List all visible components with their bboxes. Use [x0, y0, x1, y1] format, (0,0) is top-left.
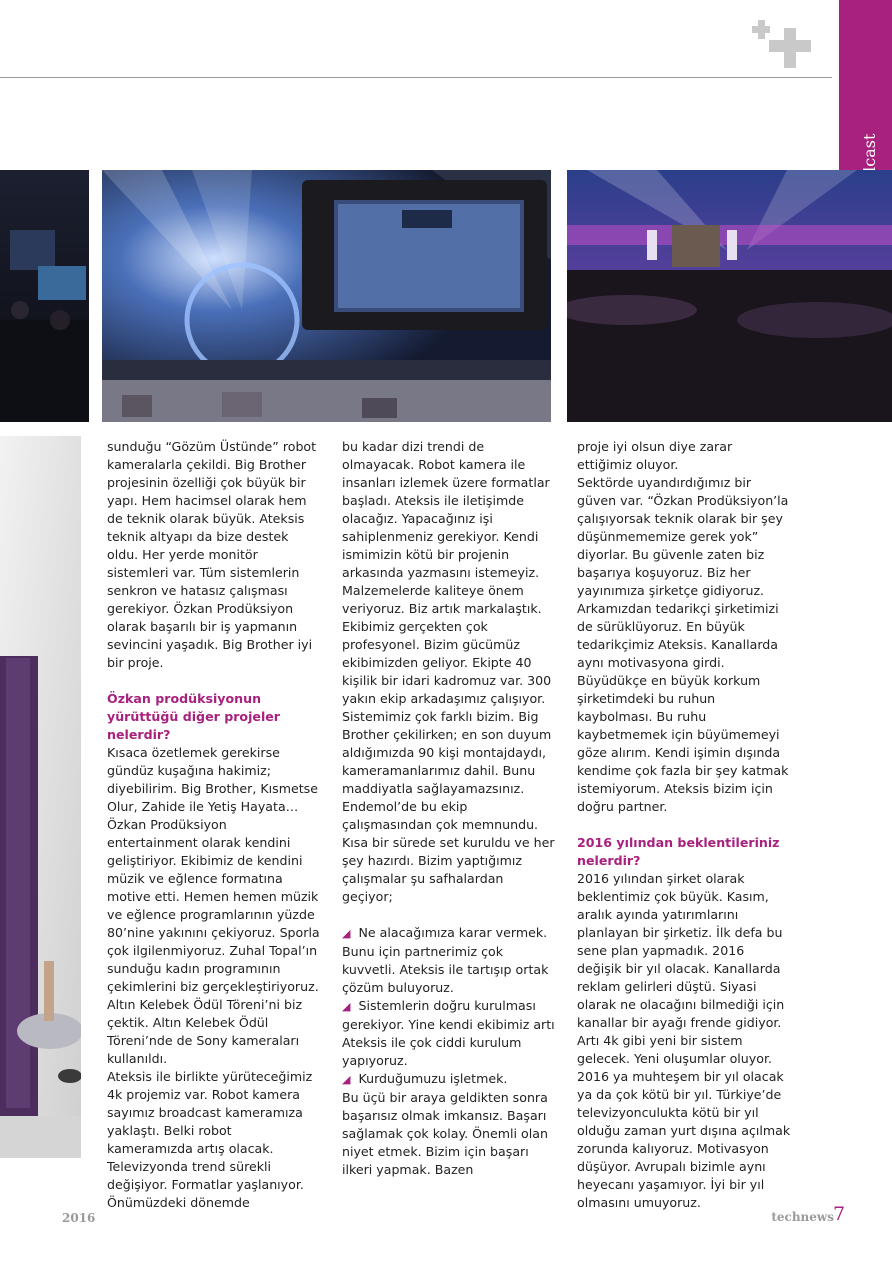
- paragraph: Kısaca özetlemek gerekirse gündüz kuşağına hakimiz; diyebilirim. Big Brother, Kısmetse Olur, Zahide ile Yetiş Hayata… Özkan Prodüksiyon entertainment olarak kendini geliştiriyor. Ekibimiz de kendini müzik ve eğlence formatına motive etti. Hemen hemen müzik ve eğlence programlarının yüzde 80’nine yakınını çekiyoruz. Sporla çok ilgilenmiyoruz. Zuhal Topal’ın sunduğu kadın programının çekimlerini biz gerçekleştiriyoruz.: [107, 745, 320, 994]
- paragraph: Ateksis ile birlikte yürüteceğimiz 4k projemiz var. Robot kamera sayımız broadcast kameramıza yaklaştı. Belki robot kameramızda artış olacak. Televizyonda trend sürekli değişiyor. Formatlar yaşlanıyor. Önümüzdeki dönemde: [107, 1069, 313, 1210]
- paragraph: bu kadar dizi trendi de olmayacak. Robot kamera ile insanları izlemek üzere formatlar başladı. Ateksis ile iletişimde olacağız. Yapacağınız işi sahiplenmeniz gerekiyor. Kendi ismimizin kötü bir projenin arkasında yazmasını istemeyiz. Malzemelerde kaliteye önem veriyoruz. Biz artık markalaştık. Ekibimiz gerçekten çok profesyonel. Bizim gücümüz ekibimizden geliyor. Ekipte 40 kişilik bir idari kadromuz var. 300 yakın ekip arkadaşımız çalışıyor. Sistemimiz çok farklı bizim. Big Brother çekilirken; en son duyum aldığımızda 90 kişi montajdaydı, kameramanlarımız dahil. Bunu maddiyatla sağlayamazsınız. Endemol’de bu ekip çalışmasından çok memnundu. Kısa bir sürede set kuruldu ve her şey hazırdı. Bizim yaptığımız çalışmalar şu safhalardan geçiyor;: [342, 439, 555, 904]
- text-column-3: [577, 438, 791, 1212]
- text-column-2: [342, 438, 556, 1179]
- header-rule: [0, 77, 832, 78]
- question-heading: Özkan prodüksiyonun yürüttüğü diğer projeler nelerdir?: [107, 691, 281, 742]
- bullet-icon: ◢: [342, 1073, 351, 1086]
- studio-photo-center: [102, 170, 551, 422]
- paragraph: Sektörde uyandırdığımız bir güven var. “Özkan Prodüksiyon’la çalışıyorsak teknik olarak bir şey düşünmememize gerek yok” diyorlar. Bu güvenle zaten biz başarıya koşuyoruz. Biz her yayınımıza şirketçe gidiyoruz. Arkamızdan tedarikçi şirketimizi de sürüklüyoruz. En büyük tedarikçimiz Ateksis. Kanallarda aynı motivasyona girdi. Büyüdükçe en büyük korkum şirketimdeki bu ruhun kaybolması. Bu ruhu kaybetmemek için büyümemeyi göze alırım. Kendi işimin dışında kendime çok fazla bir şey katmak istemiyorum. Ateksis bizim için doğru partner.: [577, 475, 789, 814]
- page-number: 7: [833, 1203, 846, 1225]
- list-item: ◢ Ne alacağımıza karar vermek. Bunu için partnerimiz çok kuvvetli. Ateksis ile tartışıp ortak çözüm buluyoruz.: [342, 925, 549, 995]
- studio-photo-left: [0, 170, 89, 422]
- footer-brand: technews: [771, 1210, 834, 1224]
- paragraph: Altın Kelebek Ödül Töreni’ni biz çektik. Altın Kelebek Ödül Töreni’nde de Sony kameraları kullanıldı.: [107, 997, 303, 1066]
- list-item: ◢ Sistemlerin doğru kurulması gerekiyor. Yine kendi ekibimiz artı Ateksis ile çok ciddi kurulum yapıyoruz.: [342, 998, 555, 1068]
- paragraph: Bu üçü bir araya geldikten sonra başarısız olmak imkansız. Başarı sağlamak çok kolay. Önemli olan niyet etmek. Bizim için başarı ilkeri yapmak. Bazen: [342, 1090, 548, 1177]
- question-heading: 2016 yılından beklentileriniz nelerdir?: [577, 835, 780, 868]
- footer-year: 2016: [62, 1211, 96, 1225]
- bullet-icon: ◢: [342, 1000, 351, 1013]
- text-column-1: [107, 438, 321, 1212]
- paragraph: 2016 yılından şirket olarak beklentimiz çok büyük. Kasım, aralık ayında yatırımlarını planlayan bir şirketiz. İlk defa bu sene plan yapmadık. 2016 değişik bir yıl olacak. Kanallarda reklam gelirleri düştü. Siyasi olarak ne olacağını bilmediği için kanallar bir ayağı frende gidiyor. Artı 4k gibi yeni bir sistem gelecek. Yeni oluşumlar oluyor. 2016 ya muhteşem bir yıl olacak ya da çok kötü bir yıl. Türkiye’de televizyonculukta kötü bir yıl olduğu zaman yurt dışına açılmak zorunda kalıyoruz. Motivasyon düşüyor. Avrupalı bizimle aynı heyecanı yaşamıyor. İyi bir yıl olmasını umuyoruz.: [577, 871, 791, 1210]
- bullet-icon: ◢: [342, 927, 351, 940]
- list-item: ◢ Kurduğumuzu işletmek.: [342, 1071, 508, 1086]
- paragraph: sunduğu “Gözüm Üstünde” robot kameralarla çekildi. Big Brother projesinin özelliği çok büyük bir yapı. Hem hacimsel olarak hem de teknik olarak büyük. Ateksis teknik altyapı da bize destek oldu. Her yerde monitör sistemleri var. Tüm sistemlerin senkron ve hatasız çalışması gerekiyor. Özkan Prodüksiyon olarak başarılı bir iş yapmanın sevincini yaşadık. Big Brother iyi bir proje.: [107, 439, 317, 670]
- studio-photo-right: [567, 170, 892, 422]
- paragraph: proje iyi olsun diye zarar ettiğimiz oluyor.: [577, 439, 733, 472]
- portrait-photo: [0, 436, 81, 1158]
